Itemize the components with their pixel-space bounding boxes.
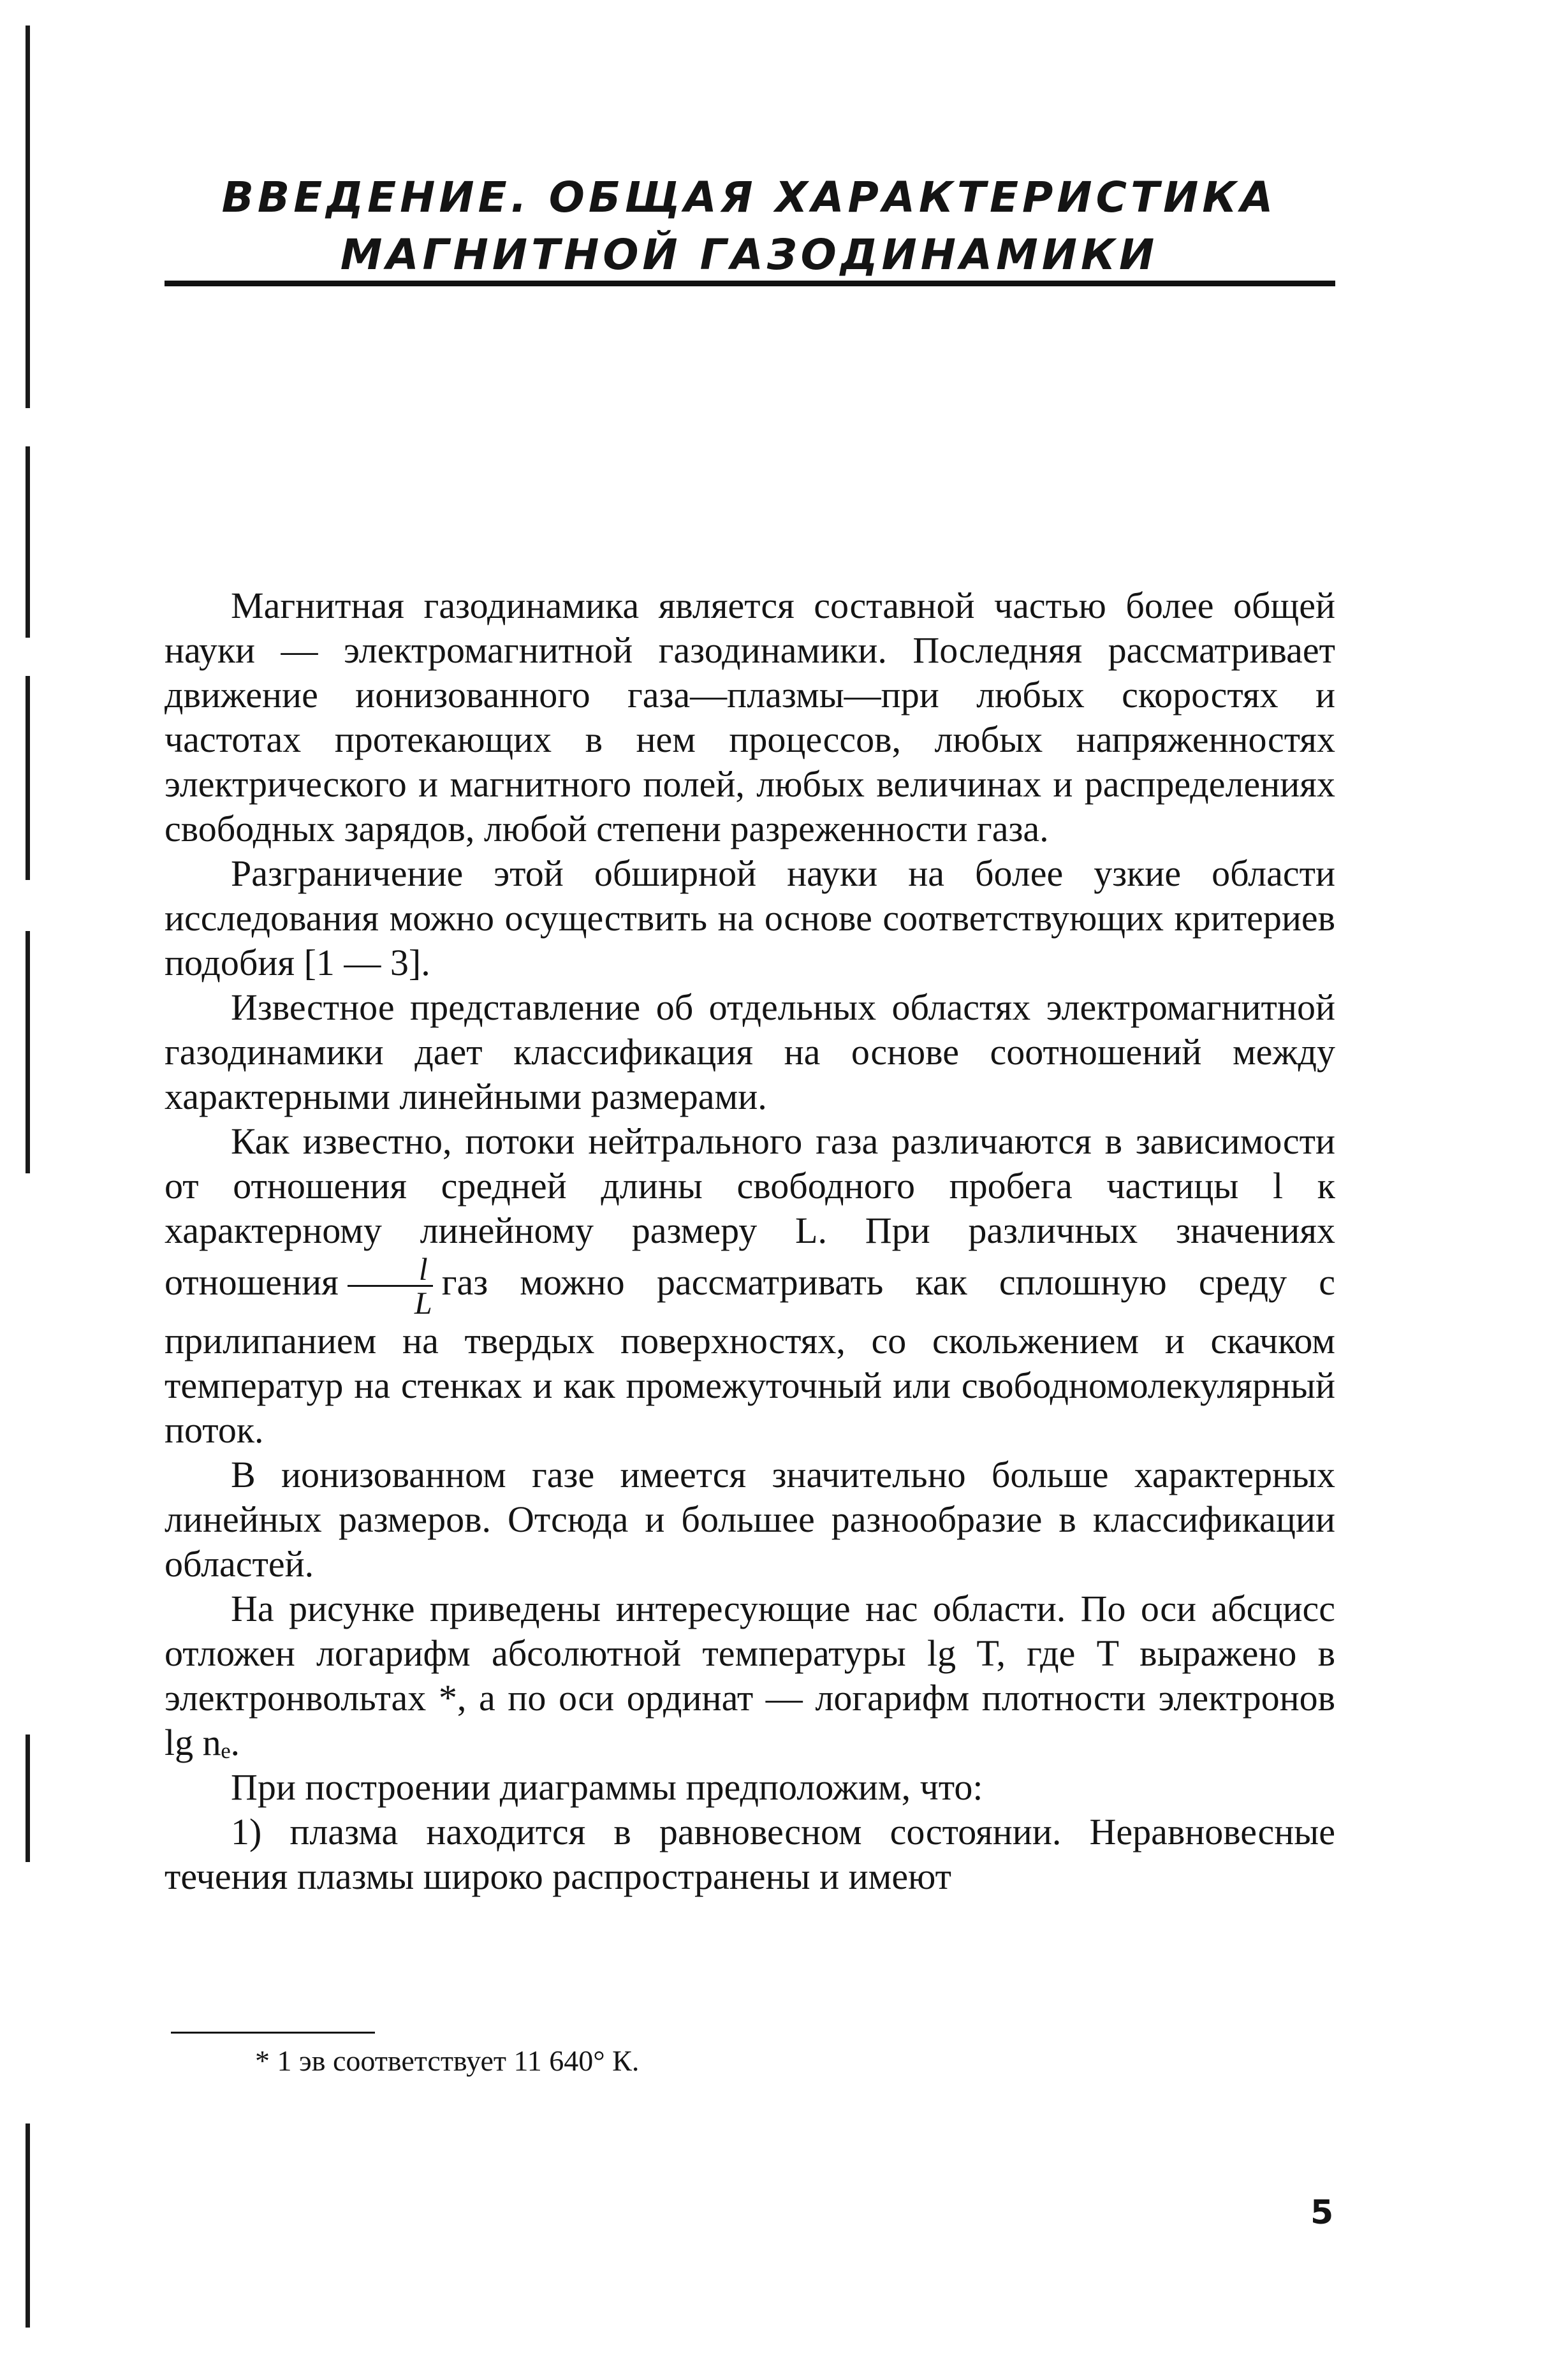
scan-edge-mark (26, 1735, 30, 1862)
scan-edge-mark (26, 931, 30, 1173)
paragraph: В ионизованном газе имеется значительно больше характерных линейных размеров. Отсюда и большее разнообразие в классификации областей. (165, 1454, 1335, 1585)
title-underline (165, 281, 1335, 286)
scan-edge-mark (26, 676, 30, 880)
fraction-numerator: l (348, 1253, 433, 1287)
fraction-denominator: L (414, 1285, 432, 1321)
paragraph-text: газ можно рассматривать как сплошную среду с прилипанием на твердых поверхностях, со скольжением и скачком температур на стенках и как промежуточный или свободномолекулярный поток. (165, 1261, 1335, 1451)
paragraph: При построении диаграммы предположим, что: (231, 1766, 983, 1808)
paragraph: На рисунке приведены интересующие нас области. По оси абсцисс отложен логарифм абсолютной температуры lg T, где T выражено в электронвольтах *, а по оси ординат — логарифм плотности электронов lg nₑ. (165, 1588, 1335, 1763)
footnote-rule (171, 2032, 375, 2034)
chapter-title-line-2: МАГНИТНОЙ ГАЗОДИНАМИКИ (340, 230, 1159, 279)
paragraph-text: Как известно, потоки нейтрального газа различаются в зависимости от отношения средней длины свободного пробега частицы l к характерному линейному размеру L. При различных значениях отношения (165, 1120, 1335, 1303)
chapter-title-line-1: ВВЕДЕНИЕ. ОБЩАЯ ХАРАКТЕРИСТИКА (221, 173, 1277, 222)
paragraph: Известное представление об отдельных областях электромагнитной газодинамики дает классификация на основе соотношений между характерными линейными размерами. (165, 986, 1335, 1117)
fraction-l-over-L (348, 1253, 433, 1319)
body-text (165, 583, 1335, 1899)
paragraph: Разграничение этой обширной науки на более узкие области исследования можно осуществить на основе соответствующих критериев подобия [1 — 3]. (165, 853, 1335, 983)
footnote: * 1 эв соответствует 11 640° К. (255, 2044, 640, 2077)
page-number: 5 (1310, 2194, 1334, 2232)
scan-edge-mark (26, 26, 30, 408)
paragraph: Магнитная газодинамика является составной частью более общей науки — электромагнитной газодинамики. Последняя рассматривает движение ионизованного газа—плазмы—при любых скоростях и частотах протекающих в нем процессов, любых напряженностях электрического и магнитного полей, любых величинах и распределениях свободных зарядов, любой степени разреженности газа. (165, 585, 1335, 849)
scan-edge-mark (26, 2123, 30, 2328)
paragraph: 1) плазма находится в равновесном состоянии. Неравновесные течения плазмы широко распространены и имеют (165, 1811, 1335, 1897)
scan-edge-mark (26, 446, 30, 638)
paragraph (165, 1119, 1335, 1453)
chapter-title (166, 169, 1333, 284)
